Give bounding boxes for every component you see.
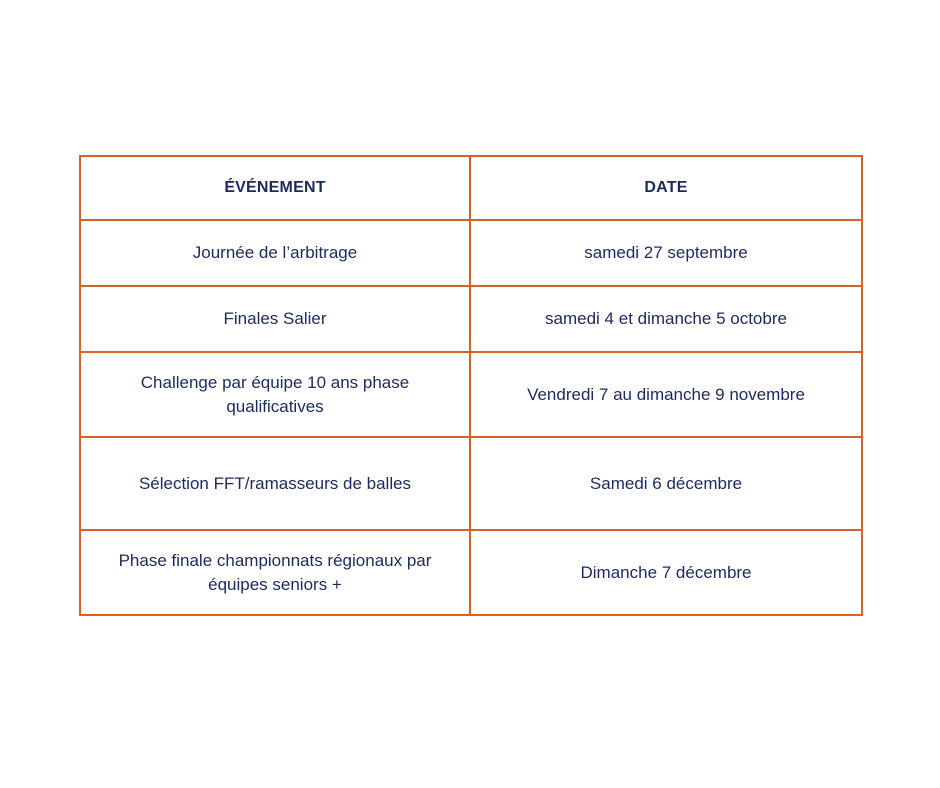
event-cell: Challenge par équipe 10 ans phase qualificatives [80, 352, 470, 437]
events-table [79, 155, 863, 616]
date-cell: Vendredi 7 au dimanche 9 novembre [470, 352, 862, 437]
date-cell: Dimanche 7 décembre [470, 530, 862, 615]
header-event: ÉVÉNEMENT [80, 156, 470, 220]
table-row [80, 352, 862, 437]
table-row [80, 437, 862, 530]
event-cell: Sélection FFT/ramasseurs de balles [80, 437, 470, 530]
event-cell: Finales Salier [80, 286, 470, 352]
table-row [80, 286, 862, 352]
date-cell: Samedi 6 décembre [470, 437, 862, 530]
event-cell: Journée de l’arbitrage [80, 220, 470, 286]
event-cell: Phase finale championnats régionaux par équipes seniors + [80, 530, 470, 615]
table-header-row [80, 156, 862, 220]
header-date: DATE [470, 156, 862, 220]
table-row [80, 220, 862, 286]
date-cell: samedi 27 septembre [470, 220, 862, 286]
date-cell: samedi 4 et dimanche 5 octobre [470, 286, 862, 352]
table-row [80, 530, 862, 615]
